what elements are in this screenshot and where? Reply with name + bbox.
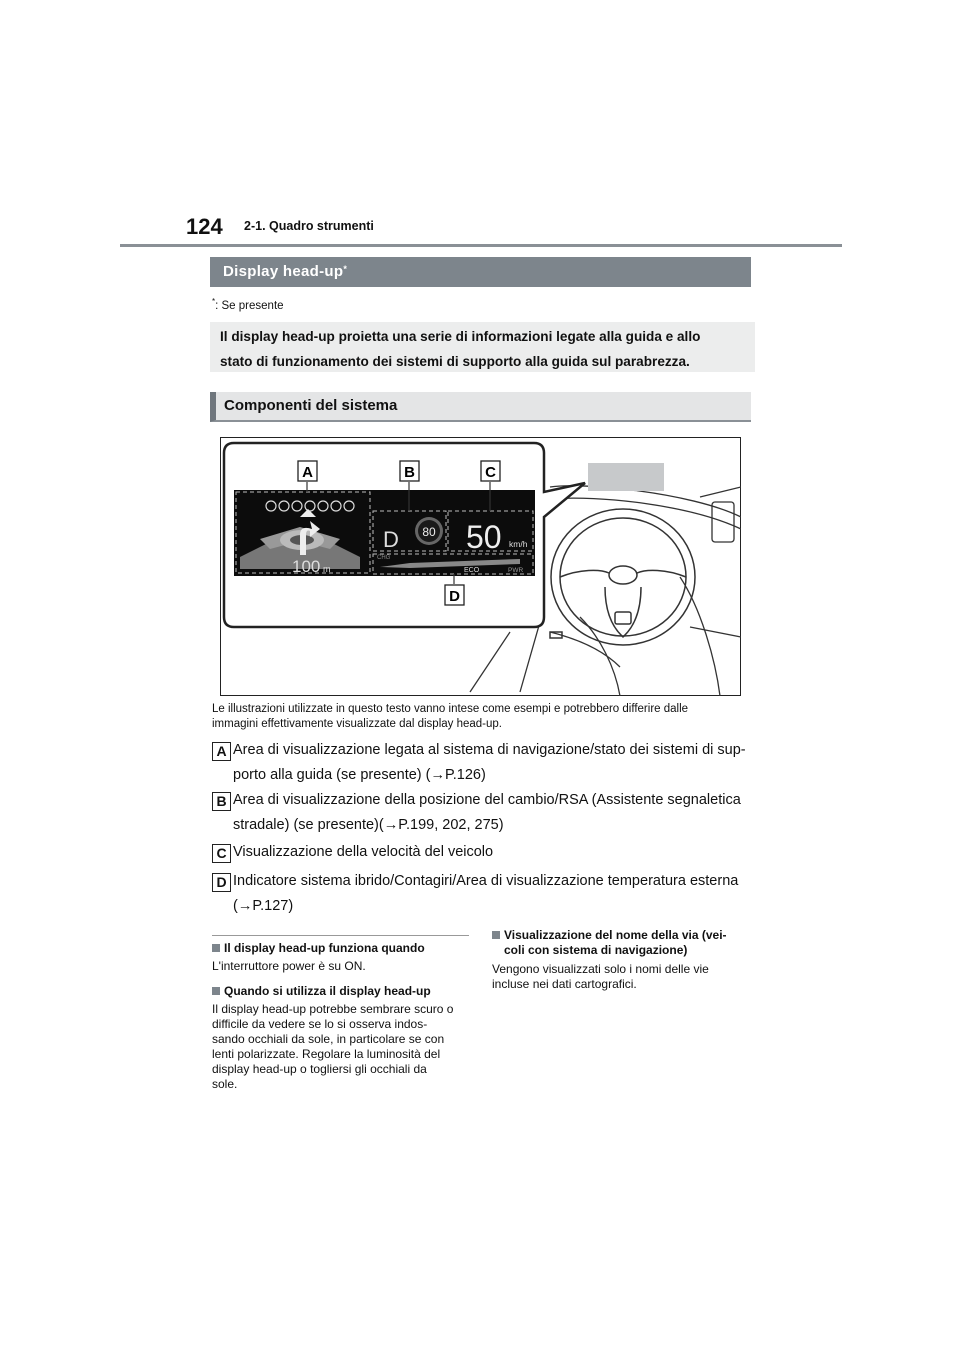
hud-illustration	[220, 437, 741, 696]
list-item	[212, 788, 757, 838]
note-text: sole.	[212, 1077, 238, 1091]
distance-value: 100	[292, 557, 321, 576]
vehicle-speed: 50	[466, 519, 502, 555]
gear-indicator: D	[383, 527, 399, 552]
distance-unit: m	[323, 564, 331, 574]
item-text: stradale) (se presente)(→P.199, 202, 275)	[233, 817, 504, 833]
caption-line-1: Le illustrazioni utilizzate in questo testo vanno intese come esempi e potrebbero differire dalle	[212, 703, 689, 715]
item-key-a: A	[212, 742, 231, 761]
callout-a: A	[302, 464, 313, 481]
note-text: Vengono visualizzati solo i nomi delle vie	[492, 962, 709, 976]
title-bar	[210, 257, 751, 287]
footnote-mark: *	[212, 297, 216, 306]
figure-caption	[212, 702, 752, 731]
gauge-chg: CHG	[377, 555, 391, 561]
note-heading: Visualizzazione del nome della via (vei-	[492, 928, 754, 943]
note-text: incluse nei dati cartografici.	[492, 977, 637, 991]
note-heading: Il display head-up funziona quando	[212, 941, 472, 956]
item-key-c: C	[212, 844, 231, 863]
note-text: sando occhiali da sole, in particolare se con	[212, 1032, 445, 1046]
item-key-b: B	[212, 792, 231, 811]
callout-c: C	[485, 464, 496, 481]
note-text: Il display head-up potrebbe sembrare scuro o	[212, 1002, 454, 1016]
notes-right	[492, 928, 754, 992]
note-text: L'interruttore power è su ON.	[212, 959, 366, 973]
note-text: display head-up o togliersi gli occhiali da	[212, 1062, 427, 1076]
page-number: 124	[186, 214, 223, 239]
note-text: lenti polarizzate. Regolare la luminosità del	[212, 1047, 441, 1061]
item-text: Area di visualizzazione della posizione del cambio/RSA (Assistente segnaletica	[233, 792, 741, 808]
intro-line-1: Il display head-up proietta una serie di informazioni legate alla guida e allo	[220, 329, 701, 344]
caption-line-2: immagini effettivamente visualizzate dal display head-up.	[212, 717, 502, 730]
footnote	[212, 297, 284, 312]
section-title: 2-1. Quadro strumenti	[244, 219, 374, 233]
speed-unit: km/h	[509, 539, 528, 549]
square-bullet-icon	[212, 944, 220, 952]
components-bar	[210, 392, 751, 422]
item-text: porto alla guida (se presente) (→P.126)	[233, 767, 486, 783]
notes-left	[212, 941, 472, 1092]
item-text: Area di visualizzazione legata al sistema di navigazione/stato dei sistemi di sup-	[233, 742, 746, 758]
list-item	[212, 840, 757, 865]
callout-b: B	[404, 464, 415, 481]
item-text: Indicatore sistema ibrido/Contagiri/Area di visualizzazione temperatura esterna	[233, 873, 739, 889]
callout-d: D	[449, 588, 460, 605]
gauge-eco: ECO	[464, 567, 480, 574]
speed-sign-value: 80	[422, 525, 436, 539]
square-bullet-icon	[492, 931, 500, 939]
intro-line-2: stato di funzionamento dei sistemi di supporto alla guida sul parabrezza.	[220, 354, 690, 369]
footnote-text: : Se presente	[215, 299, 284, 312]
item-text: Visualizzazione della velocità del veicolo	[233, 844, 494, 860]
notes-rule	[212, 935, 469, 936]
gauge-pwr: PWR	[508, 567, 524, 574]
title-asterisk: *	[343, 264, 348, 274]
note-heading-cont: coli con sistema di navigazione)	[504, 943, 688, 957]
steering-wheel	[550, 509, 695, 645]
item-key-d: D	[212, 873, 231, 892]
item-text: (→P.127)	[233, 898, 294, 914]
list-item	[212, 869, 757, 919]
title-text: Display head-up	[223, 263, 344, 280]
intro-box	[210, 322, 755, 372]
note-text: difficile da vedere se lo si osserva indos-	[212, 1017, 428, 1031]
windshield-hud-area	[588, 463, 664, 491]
note-heading: Quando si utilizza il display head-up	[212, 984, 472, 999]
list-item	[212, 738, 757, 788]
header-rule	[120, 244, 842, 247]
square-bullet-icon	[212, 987, 220, 995]
components-title: Componenti del sistema	[224, 397, 398, 414]
